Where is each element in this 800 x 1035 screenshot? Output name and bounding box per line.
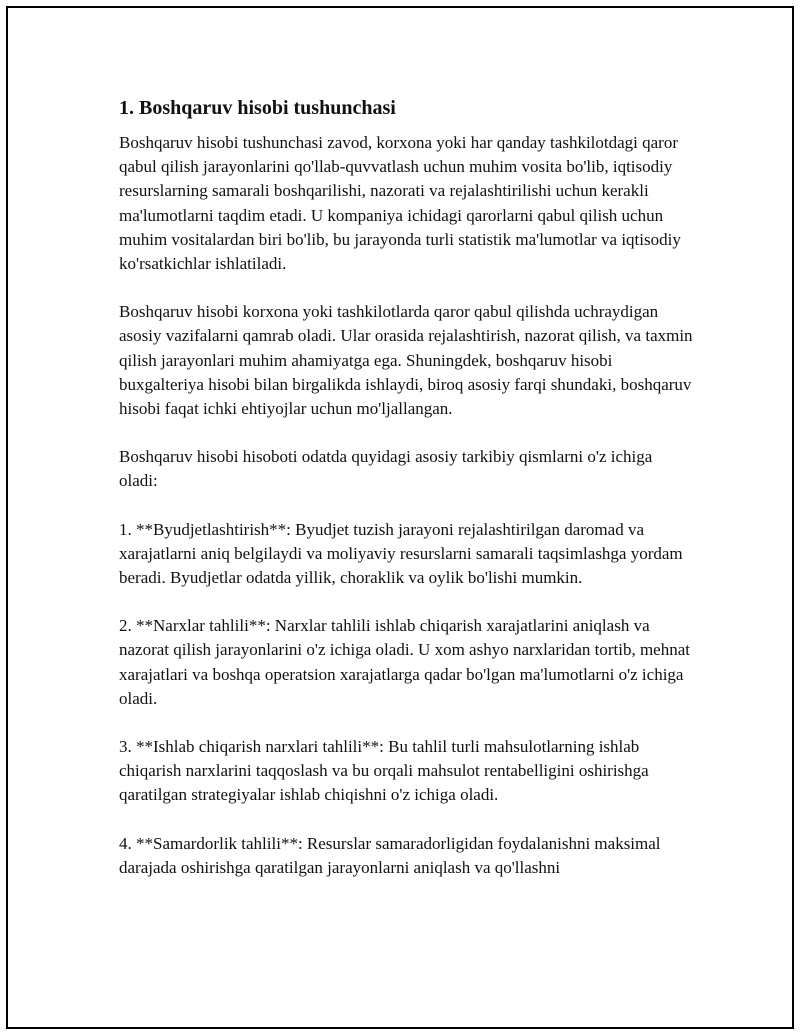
- document-page: [6, 6, 794, 1029]
- paragraph-components-lead: Boshqaruv hisobi hisoboti odatda quyidagi asosiy tarkibiy qismlarni o'z ichiga oladi:: [119, 447, 653, 491]
- section-title: 1. Boshqaruv hisobi tushunchasi: [119, 97, 396, 119]
- list-item-production-price-analysis: 3. **Ishlab chiqarish narxlari tahlili**: Bu tahlil turli mahsulotlarning ishlab chiqarish narxlarini taqqoslash va bu orqali mahsulot rentabelligini oshirishga qaratilgan strategiyalar ishlab chiqishni o'z ichiga oladi.: [119, 737, 649, 805]
- list-item-efficiency-analysis: 4. **Samardorlik tahlili**: Resurslar samaradorligidan foydalanishni maksimal darajada oshirishga qaratilgan jarayonlarni aniqlash va qo'llashni: [119, 833, 661, 877]
- paragraph-intro: Boshqaruv hisobi tushunchasi zavod, korxona yoki har qanday tashkilotdagi qaror qabul qilish jarayonlarini qo'llab-quvvatlash uchun muhim vosita bo'lib, iqtisodiy resurslarning samarali boshqarilishi, nazorati va rejalashtirilishi uchun kerakli ma'lumotlarni taqdim etadi. U kompaniya ichidagi qarorlarni qabul qilish uchun muhim vositalardan biri bo'lib, bu jarayonda turli statistik ma'lumotlar va iqtisodiy ko'rsatkichlar ishlatiladi.: [119, 133, 681, 274]
- list-item-price-analysis: 2. **Narxlar tahlili**: Narxlar tahlili ishlab chiqarish xarajatlarini aniqlash va nazorat qilish jarayonlarini o'z ichiga oladi. U xom ashyo narxlaridan tortib, mehnat xarajatlari va boshqa operatsion xarajatlarga qadar bo'lgan ma'lumotlarni o'z ichiga oladi.: [119, 616, 690, 708]
- list-item-budgeting: 1. **Byudjetlashtirish**: Byudjet tuzish jarayoni rejalashtirilgan daromad va xarajatlarni aniq belgilaydi va moliyaviy resurslarni samarali taqsimlashga yordam beradi. Byudjetlar odatda yillik, choraklik va oylik bo'lishi mumkin.: [119, 519, 683, 588]
- paragraph-tasks: Boshqaruv hisobi korxona yoki tashkilotlarda qaror qabul qilishda uchraydigan asosiy vazifalarni qamrab oladi. Ular orasida rejalashtirish, nazorat qilish, va taxmin qilish jarayonlari muhim ahamiyatga ega. Shuningdek, boshqaruv hisobi buxgalteriya hisobi bilan birgalikda ishlaydi, biroq asosiy farqi shundaki, boshqaruv hisobi faqat ichki ehtiyojlar uchun mo'ljallangan.: [119, 302, 693, 419]
- document-body: [119, 94, 694, 904]
